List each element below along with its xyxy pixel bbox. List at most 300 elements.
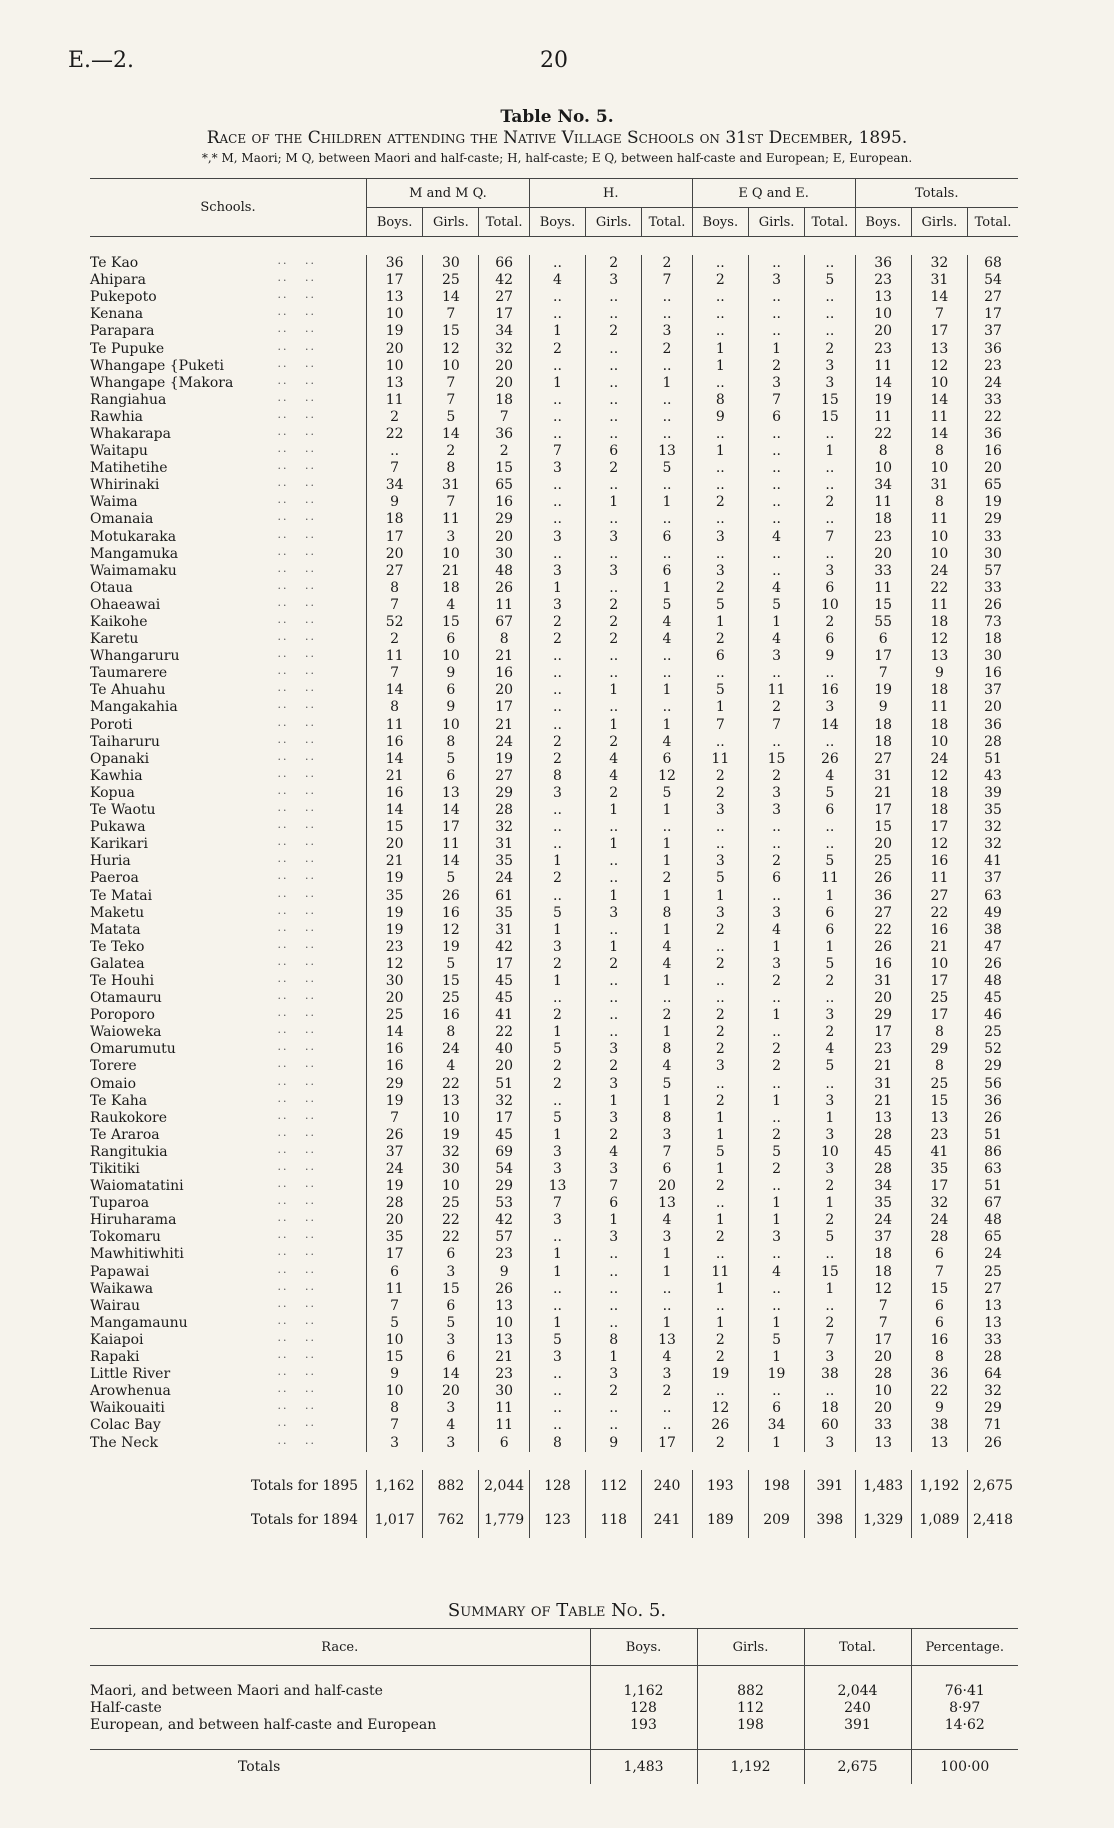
table-cell: .. [586,392,642,409]
table-row [90,1366,1018,1383]
table-cell: 57 [968,563,1018,580]
table-cell: 22 [423,1212,479,1229]
table-cell: .. [692,426,748,443]
table-cell: 1 [805,939,855,956]
table-cell: 1 [692,1110,748,1127]
table-row [90,426,1018,443]
table-cell: 6 [423,1349,479,1366]
table-cell: 10 [911,529,967,546]
race-table [90,178,1018,1538]
table-cell: 51 [968,1178,1018,1195]
table-cell: 29 [479,785,529,802]
table-row [90,1298,1018,1315]
table-cell: 12 [911,631,967,648]
table-cell: 7 [855,1298,911,1315]
table-cell: 54 [968,272,1018,289]
table-cell: 40 [479,1041,529,1058]
table-cell: 5 [529,905,585,922]
table-cell: 27 [911,887,967,904]
table-cell: 2 [529,870,585,887]
table-cell: 2 [692,785,748,802]
table-cell: 2 [692,580,748,597]
table-cell: 31 [479,836,529,853]
table-cell: .. [586,1264,642,1281]
table-cell: 14 [911,392,967,409]
table-cell: .. [805,734,855,751]
table-cell: .. [692,973,748,990]
leader-dots: ·· ·· [277,291,316,305]
table-cell: 11 [911,409,967,426]
table-cell: 13 [367,375,423,392]
table-cell: 2 [423,443,479,460]
table-cell: .. [748,289,804,306]
table-cell: 11 [748,682,804,699]
leader-dots: ·· ·· [277,752,316,766]
table-cell: 9 [423,665,479,682]
school-name: Te Ahuahu [90,682,166,699]
table-cell: 30 [968,546,1018,563]
table-cell: 5 [423,409,479,426]
table-cell: 66 [479,255,529,272]
leader-dots: ·· ·· [277,838,316,852]
table-cell: 6 [423,768,479,785]
col-header: Boys. [367,208,423,237]
school-name: Waimamaku [90,562,177,579]
table-cell: 13 [911,1434,967,1451]
school-name: Kawhia [90,767,143,784]
table-cell: 12 [423,340,479,357]
table-cell: .. [586,665,642,682]
table-cell: 3 [529,1161,585,1178]
table-cell: 34 [748,1417,804,1434]
leader-dots: ·· ·· [277,786,316,800]
table-cell: .. [805,1076,855,1093]
table-cell: 9 [855,699,911,716]
table-cell: 11 [479,1400,529,1417]
table-cell: 2 [692,1024,748,1041]
table-cell: 12 [855,1281,911,1298]
table-cell: .. [642,819,692,836]
leader-dots: ·· ·· [277,1316,316,1330]
table-cell: 27 [479,768,529,785]
totals-cell: 1,017 [367,1504,423,1538]
table-cell: 1 [586,887,642,904]
table-cell: 6 [805,922,855,939]
table-row [90,1144,1018,1161]
table-cell: 3 [529,939,585,956]
table-cell: 25 [855,853,911,870]
table-cell: 36 [968,426,1018,443]
table-cell: .. [529,1281,585,1298]
table-cell: .. [586,340,642,357]
table-row [90,1195,1018,1212]
table-cell: 43 [968,768,1018,785]
table-cell: 22 [911,905,967,922]
table-cell: 21 [423,563,479,580]
table-cell: 22 [855,426,911,443]
summary-cell: 14·62 [911,1716,1018,1733]
table-cell: 20 [367,546,423,563]
table-cell: 32 [911,1195,967,1212]
table-cell: 31 [855,768,911,785]
table-cell: 4 [748,631,804,648]
school-name: Te Pupuke [90,340,165,357]
table-cell: 3 [748,648,804,665]
table-row [90,580,1018,597]
table-cell: 6 [642,1161,692,1178]
table-cell: 26 [968,1110,1018,1127]
table-cell: 2 [529,631,585,648]
table-cell: 19 [367,323,423,340]
table-cell: 35 [479,853,529,870]
table-cell: 7 [423,392,479,409]
summary-cell: 193 [590,1716,697,1733]
table-cell: 11 [692,751,748,768]
table-cell: 24 [423,1041,479,1058]
table-cell: .. [642,990,692,1007]
table-cell: 15 [423,614,479,631]
table-cell: 63 [968,1161,1018,1178]
school-name: Te Kao [90,255,139,272]
table-cell: 3 [529,460,585,477]
table-cell: 19 [479,751,529,768]
table-cell: 18 [911,802,967,819]
table-cell: 35 [367,887,423,904]
table-cell: .. [805,289,855,306]
summary-total-cell: 100·00 [911,1750,1018,1785]
table-cell: 3 [529,563,585,580]
table-cell: 29 [479,511,529,528]
table-cell: 55 [855,614,911,631]
table-cell: 2 [748,699,804,716]
table-cell: 33 [855,563,911,580]
table-cell: 2 [642,255,692,272]
table-row [90,1076,1018,1093]
col-header: Total. [968,208,1018,237]
table-cell: 3 [748,785,804,802]
leader-dots: ·· ·· [277,1128,316,1142]
school-name: Colac Bay [90,1417,161,1434]
table-cell: .. [529,990,585,1007]
table-cell: 20 [855,1400,911,1417]
table-cell: 3 [805,563,855,580]
table-cell: 2 [692,1093,748,1110]
table-cell: 1 [529,323,585,340]
table-cell: 17 [479,306,529,323]
table-cell: 4 [529,272,585,289]
table-cell: .. [529,546,585,563]
table-cell: 27 [968,1281,1018,1298]
table-cell: 16 [911,922,967,939]
table-cell: .. [748,1076,804,1093]
table-cell: .. [692,1195,748,1212]
table-cell: 3 [748,375,804,392]
table-cell: 10 [423,717,479,734]
table-cell: 14 [423,853,479,870]
col-header: Girls. [423,208,479,237]
table-cell: 7 [642,1144,692,1161]
table-row [90,699,1018,716]
table-cell: 2 [748,1161,804,1178]
table-cell: 2 [642,870,692,887]
school-name: Pukawa [90,819,146,836]
table-cell: 1 [529,1246,585,1263]
leader-dots: ·· ·· [277,855,316,869]
table-cell: 2 [748,768,804,785]
totals-cell: 112 [586,1470,642,1504]
totals-cell: 398 [805,1504,855,1538]
table-cell: 3 [692,853,748,870]
school-name: Whangape {Puketi [90,357,224,374]
table-cell: 15 [423,1281,479,1298]
table-cell: 1 [748,1093,804,1110]
school-name: Te Kaha [90,1092,148,1109]
table-cell: 8 [911,1058,967,1075]
leader-dots: ·· ·· [277,427,316,441]
table-cell: 36 [968,717,1018,734]
table-cell: .. [529,306,585,323]
table-cell: 4 [748,1264,804,1281]
table-cell: 32 [423,1144,479,1161]
table-cell: 26 [855,939,911,956]
table-cell: 20 [855,990,911,1007]
table-cell: 2 [529,340,585,357]
table-cell: .. [586,973,642,990]
table-cell: 7 [855,665,911,682]
col-header: Total. [642,208,692,237]
table-cell: 2 [586,460,642,477]
totals-cell: 193 [692,1470,748,1504]
table-cell: 16 [367,1041,423,1058]
table-cell: 1 [748,939,804,956]
table-cell: 17 [367,1246,423,1263]
table-row [90,306,1018,323]
table-row [90,1264,1018,1281]
table-cell: 2 [748,973,804,990]
table-cell: 2 [586,597,642,614]
table-cell: 37 [968,870,1018,887]
table-cell: 5 [692,1144,748,1161]
summary-header: Race. [90,1629,590,1666]
table-cell: .. [748,1246,804,1263]
table-cell: .. [529,511,585,528]
table-cell: .. [586,853,642,870]
table-cell: 19 [423,1127,479,1144]
table-row [90,905,1018,922]
table-cell: 2 [692,768,748,785]
totals-label: Totals for 1894 [250,1512,359,1529]
table-cell: 10 [911,460,967,477]
table-cell: .. [748,323,804,340]
table-cell: 29 [479,1178,529,1195]
table-cell: 45 [479,1127,529,1144]
table-cell: 1 [529,1315,585,1332]
table-row [90,1246,1018,1263]
leader-dots: ·· ·· [277,547,316,561]
table-row [90,751,1018,768]
table-cell: 16 [479,494,529,511]
leader-dots: ·· ·· [277,1077,316,1091]
table-cell: 23 [479,1246,529,1263]
table-cell: .. [529,836,585,853]
leader-dots: ·· ·· [277,667,316,681]
table-row [90,1281,1018,1298]
table-cell: 5 [642,1076,692,1093]
table-cell: .. [529,392,585,409]
table-cell: 7 [805,1332,855,1349]
table-cell: 7 [367,460,423,477]
table-cell: .. [642,392,692,409]
table-cell: .. [529,289,585,306]
table-cell: 17 [911,323,967,340]
table-cell: .. [692,819,748,836]
table-cell: 1 [748,1007,804,1024]
table-cell: 1 [748,1349,804,1366]
table-cell: 26 [692,1417,748,1434]
table-cell: 67 [479,614,529,631]
table-cell: 7 [367,1417,423,1434]
table-cell: 22 [911,1383,967,1400]
table-cell: 10 [911,375,967,392]
table-cell: 5 [423,870,479,887]
table-row [90,1383,1018,1400]
table-cell: .. [805,1246,855,1263]
table-cell: 34 [855,1178,911,1195]
school-name: Waikawa [90,1280,154,1297]
table-cell: 56 [968,1076,1018,1093]
table-cell: 8 [911,1349,967,1366]
table-cell: 2 [692,956,748,973]
table-cell: 20 [479,375,529,392]
table-cell: 4 [805,1041,855,1058]
table-cell: 13 [911,1110,967,1127]
table-cell: 17 [367,272,423,289]
table-cell: 16 [423,1007,479,1024]
col-header: Total. [479,208,529,237]
table-cell: .. [748,1178,804,1195]
table-cell: 27 [855,905,911,922]
table-row [90,1434,1018,1451]
table-cell: 20 [855,1349,911,1366]
table-cell: 23 [855,272,911,289]
table-cell: 18 [855,1264,911,1281]
table-cell: 26 [805,751,855,768]
table-cell: 34 [855,477,911,494]
table-row [90,922,1018,939]
leader-dots: ·· ·· [277,804,316,818]
table-cell: 1 [805,887,855,904]
school-name: Rangitukia [90,1143,168,1160]
table-cell: 49 [968,905,1018,922]
table-cell: 38 [968,922,1018,939]
table-cell: 2 [805,340,855,357]
school-name: Whirinaki [90,477,160,494]
table-cell: .. [692,734,748,751]
table-cell: 51 [968,1127,1018,1144]
leader-dots: ·· ·· [277,1282,316,1296]
table-cell: .. [692,323,748,340]
table-cell: 6 [642,751,692,768]
table-cell: 3 [423,1264,479,1281]
table-row [90,340,1018,357]
table-cell: 28 [855,1127,911,1144]
table-cell: .. [692,1383,748,1400]
table-cell: .. [642,409,692,426]
table-row [90,1093,1018,1110]
table-cell: 20 [367,990,423,1007]
school-name: Karikari [90,836,148,853]
table-cell: .. [692,836,748,853]
table-cell: .. [692,1298,748,1315]
table-cell: 24 [855,1212,911,1229]
table-cell: 39 [968,785,1018,802]
table-cell: .. [692,511,748,528]
table-cell: 3 [692,529,748,546]
table-cell: .. [642,289,692,306]
table-cell: 19 [968,494,1018,511]
table-cell: 5 [748,1332,804,1349]
table-cell: 3 [805,699,855,716]
school-name: Otamauru [90,990,162,1007]
school-name: The Neck [90,1434,158,1451]
summary-header: Total. [804,1629,911,1666]
table-cell: 51 [968,751,1018,768]
table-cell: 10 [855,306,911,323]
table-row [90,785,1018,802]
table-cell: 65 [968,1229,1018,1246]
totals-cell: 2,675 [968,1470,1018,1504]
table-cell: 2 [479,443,529,460]
table-cell: .. [805,819,855,836]
table-cell: 52 [968,1041,1018,1058]
table-row [90,1178,1018,1195]
table-cell: .. [529,682,585,699]
table-cell: 1 [529,973,585,990]
table-cell: .. [642,426,692,443]
school-name: Raukokore [90,1109,168,1126]
table-cell: .. [748,563,804,580]
table-cell: 2 [586,956,642,973]
table-cell: 3 [748,802,804,819]
leader-dots: ·· ·· [277,410,316,424]
table-cell: .. [692,289,748,306]
leader-dots: ·· ·· [277,1163,316,1177]
table-cell: 2 [748,1058,804,1075]
table-cell: 1 [642,853,692,870]
table-cell: 4 [642,1058,692,1075]
table-cell: 2 [529,751,585,768]
table-cell: 20 [479,1058,529,1075]
table-cell: 18 [423,580,479,597]
table-cell: 27 [968,289,1018,306]
table-cell: 30 [479,1383,529,1400]
table-cell: 5 [642,460,692,477]
table-cell: 30 [479,546,529,563]
table-cell: 5 [529,1332,585,1349]
summary-total-row [90,1750,1018,1785]
table-cell: 12 [911,358,967,375]
table-cell: 1 [692,1315,748,1332]
table-cell: 25 [423,272,479,289]
table-cell: 3 [586,1366,642,1383]
table-cell: 2 [692,1007,748,1024]
table-cell: 11 [911,511,967,528]
table-cell: 23 [855,529,911,546]
school-name: Rawhia [90,408,144,425]
table-row [90,460,1018,477]
table-cell: 3 [529,597,585,614]
leader-dots: ·· ·· [277,308,316,322]
